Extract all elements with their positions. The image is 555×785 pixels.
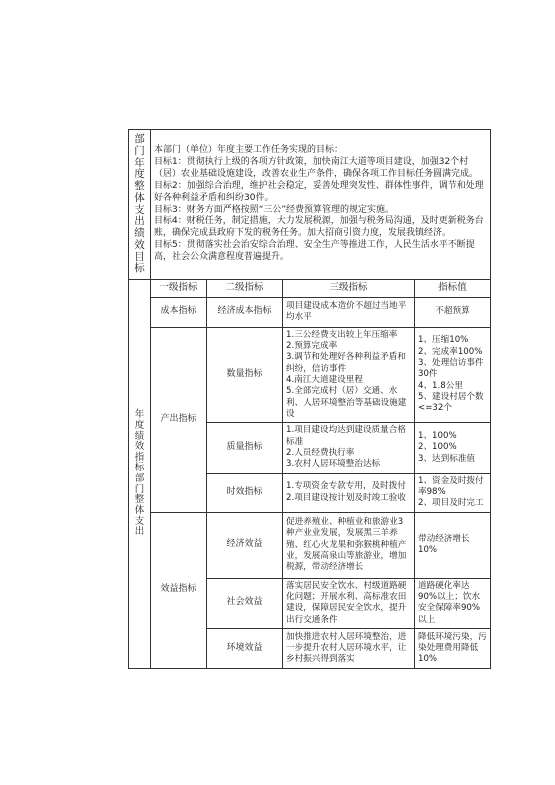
economic-level2: 经济效益	[207, 512, 283, 578]
performance-table-page	[128, 129, 490, 665]
goal-3: 目标3：财务方面严格按照“三公”经费预算管理的规定实施。	[154, 204, 395, 215]
social-level2: 社会效益	[207, 578, 283, 628]
cost-level3: 项目建设成本造价不超过当地平均水平	[283, 297, 415, 327]
goal-2: 目标2：加强综合治理，维护社会稳定，妥善处理突发性、群体性事件，调节和处理好各种利益矛盾和纠纷30件。	[154, 180, 484, 203]
header-value: 指标值	[415, 280, 491, 298]
cost-value: 不超预算	[415, 297, 491, 327]
timeliness-level3: 1.专项资金专款专用，及时拨付 2.项目建设按计划及时竣工验收	[283, 473, 415, 512]
performance-goals-table	[128, 129, 491, 669]
quality-value: 1、100% 2、100% 3、达到标准值	[415, 423, 491, 473]
cost-level1: 成本指标	[151, 297, 207, 327]
goal-1: 目标1：贯彻执行上级的各项方针政策，加快南江大道等项目建设，加强32个村（居）农业基础设施建设，改善农业生产条件，确保各项工作目标任务圆满完成。	[154, 157, 479, 179]
goal-5: 目标5：贯彻落实社会治安综合治理、安全生产等推进工作，人民生活水平不断提高，社会公众满意程度普遍提升。	[154, 240, 475, 262]
goals-text-cell	[151, 130, 491, 280]
social-value: 道路硬化率达90%以上；饮水安全保障率90%以上	[415, 578, 491, 628]
economic-level3: 促进养殖业、种植业和旅游业3种产业业发展，发展黑三羊养殖、红心火龙果和弥猴桃种植产业，发展高泉山等旅游业，增加税源，带动经济增长	[283, 512, 415, 578]
quantity-value: 1、压缩10% 2、完成率100% 3、处理信访事件30件 4、1.8公里 5、建设村居个数<=32个	[415, 327, 491, 423]
economic-value: 带动经济增长10%	[415, 512, 491, 578]
timeliness-value: 1、资金及时拨付率98% 2、项目及时完工	[415, 473, 491, 512]
benefit-level1: 效益指标	[151, 512, 207, 668]
environment-level2: 环境效益	[207, 629, 283, 669]
quality-level2: 质量指标	[207, 423, 283, 473]
quality-level3: 1.项目建设均达到建设质量合格标准 2.人员经费执行率 3.农村人居环境整治达标	[283, 423, 415, 473]
output-level1: 产出指标	[151, 327, 207, 512]
social-level3: 落实居民安全饮水、村级道路硬化问题；开展水利、高标准农田建设，保障居民安全饮水，提升出行交通条件	[283, 578, 415, 628]
quantity-level2: 数量指标	[207, 327, 283, 423]
section2-side-title: 年度绩效指标部门整体支出	[129, 280, 151, 669]
environment-level3: 加快推进农村人居环境整治，进一步提升农村人居环境水平，让乡村振兴得到落实	[283, 629, 415, 669]
section1-side-title: 部门年度整体支出绩效目标	[129, 130, 151, 280]
cost-level2: 经济成本指标	[207, 297, 283, 327]
goal-4: 目标4：财税任务，制定措施，大力发展税源，加强与税务局沟通，及时更新税务台账，确保完成县政府下发的税务任务。加大招商引资力度，发展我镇经济。	[154, 216, 484, 239]
timeliness-level2: 时效指标	[207, 473, 283, 512]
goals-intro: 本部门（单位）年度主要工作任务实现的目标：	[154, 145, 344, 156]
quantity-level3: 1.三公经费支出较上年压缩率 2.预算完成率 3.调节和处理好各种利益矛盾和纠纷，信访事件 4.南江大道建设里程 5.全部完成村（居）交通、水利、人居环境整治等基础设施建设	[283, 327, 415, 423]
header-level2: 二级指标	[207, 280, 283, 298]
environment-value: 降低环境污染，污染处理费用降低10%	[415, 629, 491, 669]
header-level3: 三级指标	[283, 280, 415, 298]
header-level1: 一级指标	[151, 280, 207, 298]
